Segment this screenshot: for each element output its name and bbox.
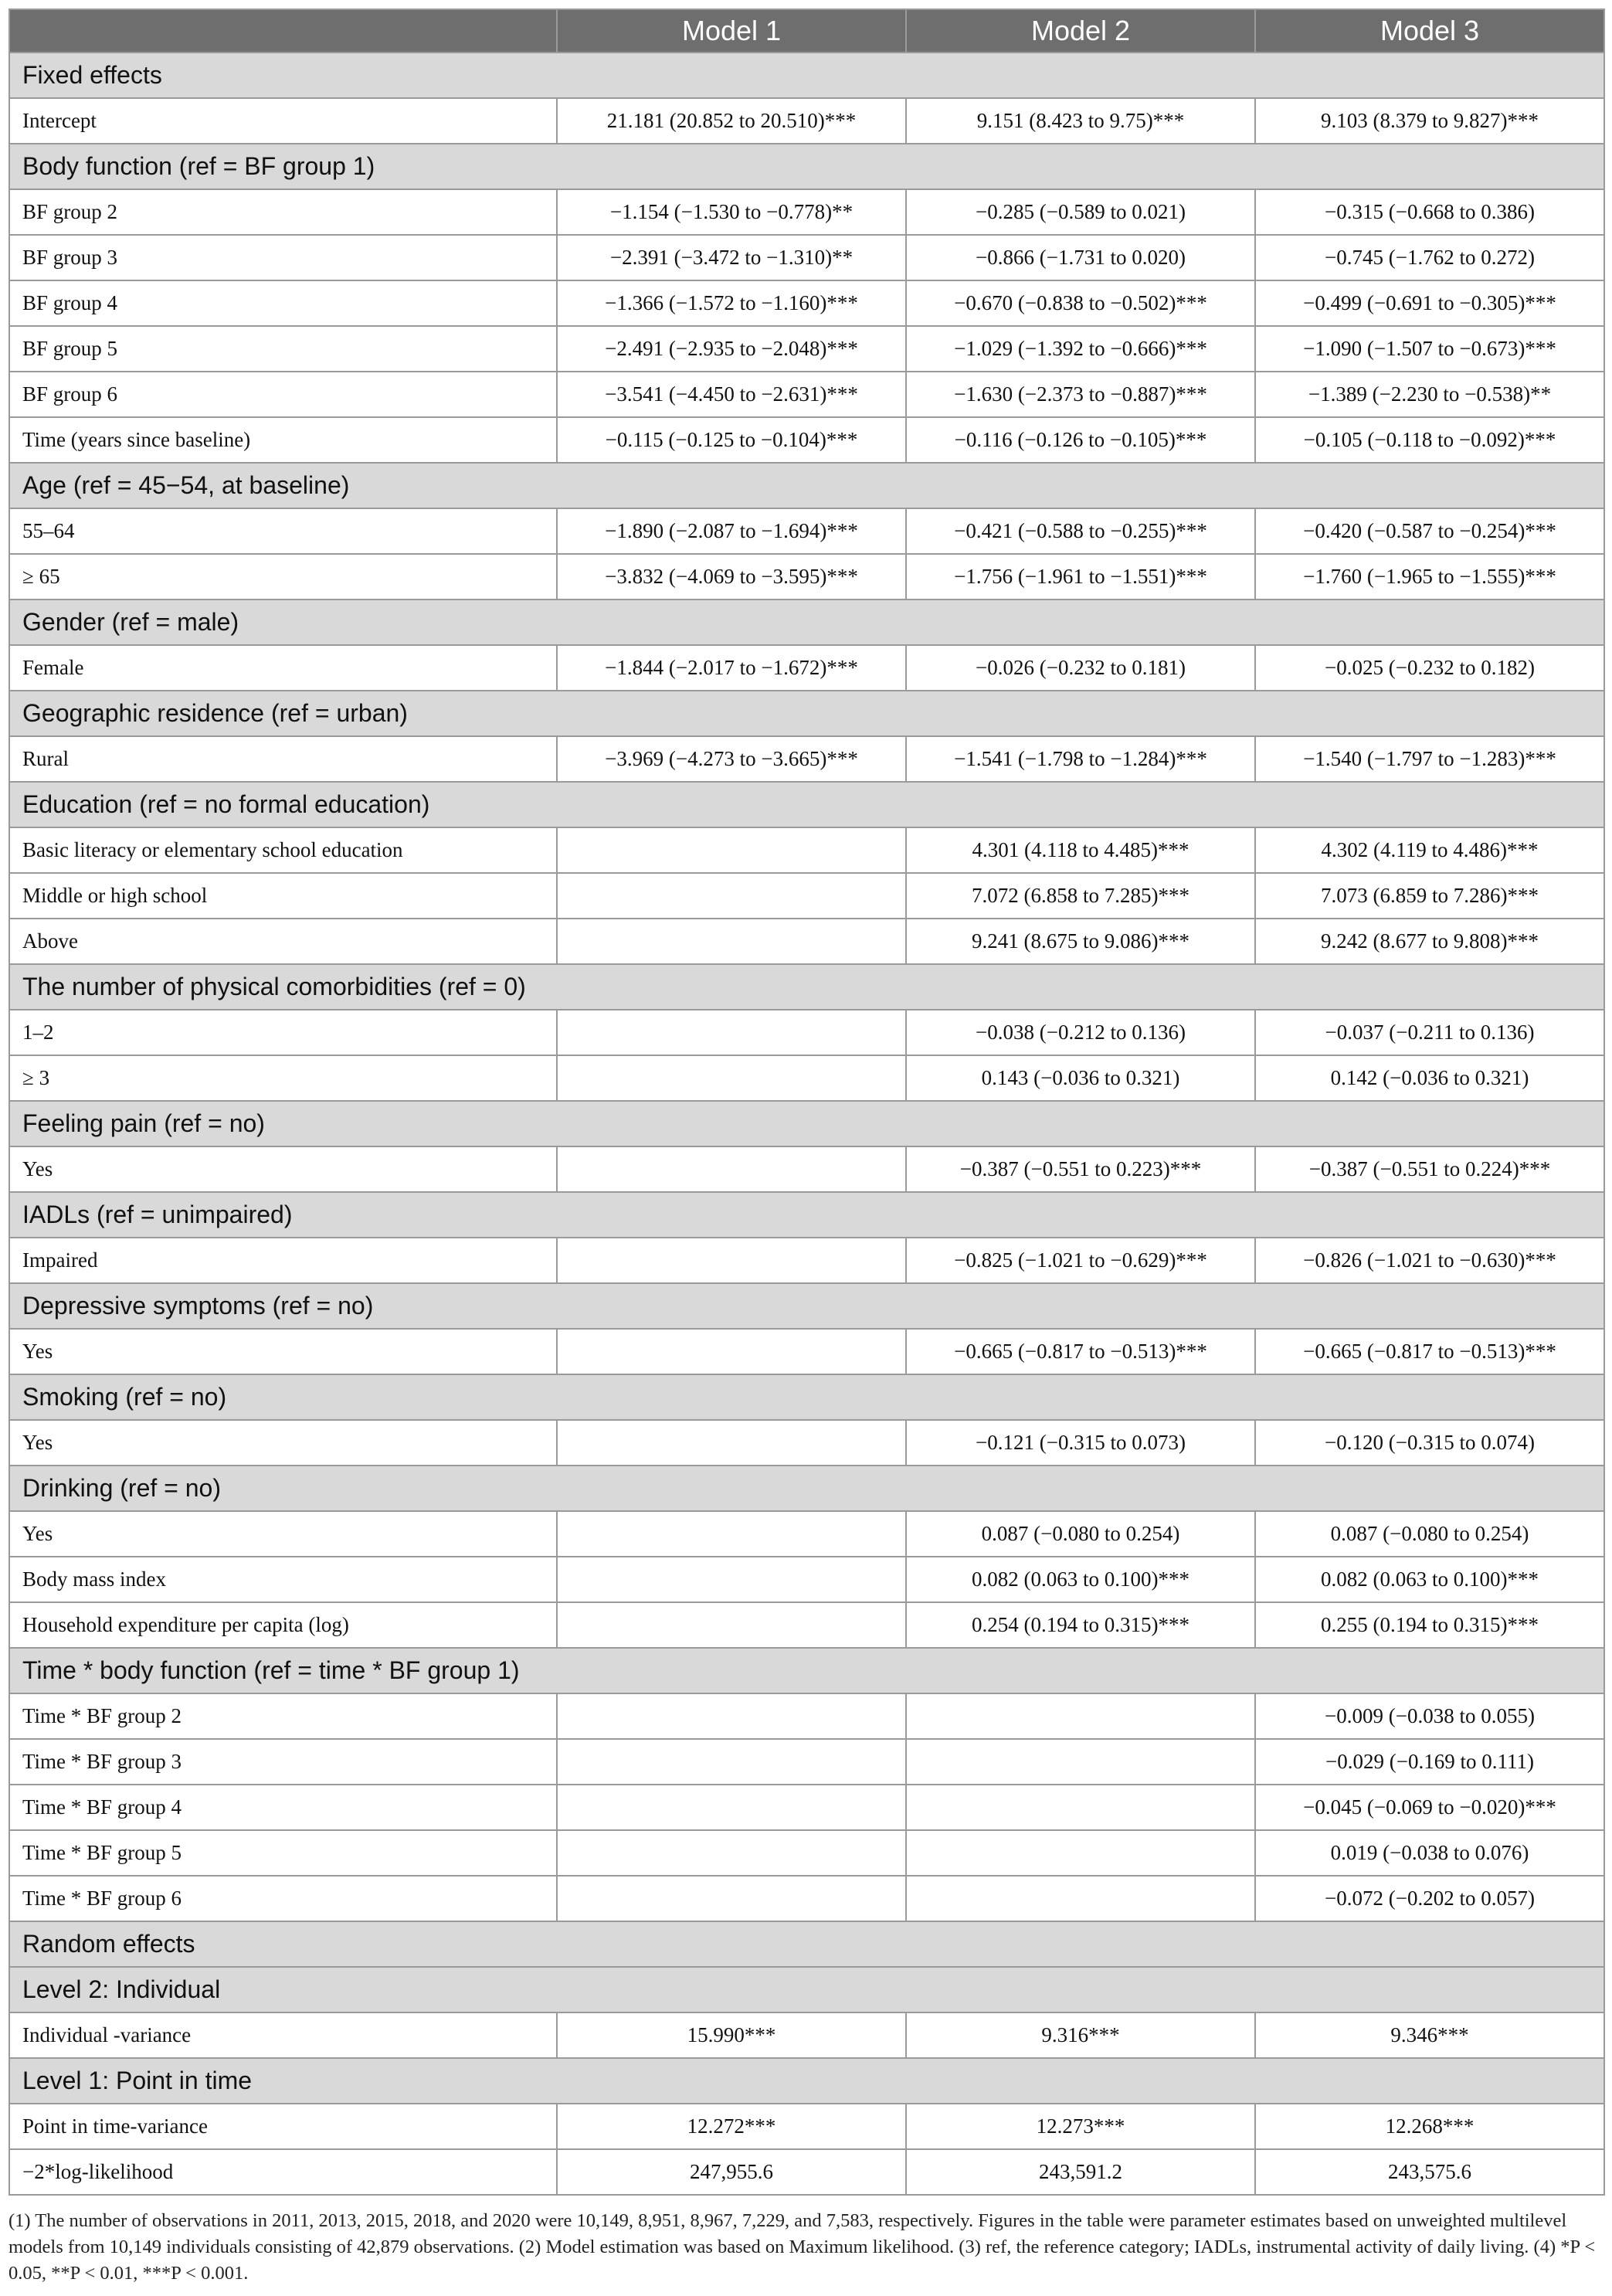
row-label: Yes <box>9 1146 557 1192</box>
header-model-1: Model 1 <box>557 9 906 53</box>
cell-model-3: −0.499 (−0.691 to −0.305)*** <box>1255 280 1604 326</box>
cell-model-1 <box>557 1146 906 1192</box>
table-row <box>9 1329 1604 1374</box>
row-label: Time * BF group 5 <box>9 1830 557 1876</box>
table-row <box>9 827 1604 873</box>
cell-model-2: −0.825 (−1.021 to −0.629)*** <box>906 1238 1255 1283</box>
row-label: BF group 4 <box>9 280 557 326</box>
cell-model-3: 0.087 (−0.080 to 0.254) <box>1255 1511 1604 1557</box>
table-row <box>9 2149 1604 2195</box>
cell-model-2: −0.038 (−0.212 to 0.136) <box>906 1010 1255 1055</box>
table-row <box>9 1055 1604 1101</box>
section-header-row <box>9 1192 1604 1238</box>
cell-model-1 <box>557 1785 906 1830</box>
cell-model-3: −0.029 (−0.169 to 0.111) <box>1255 1739 1604 1785</box>
header-corner <box>9 9 557 53</box>
section-header-row <box>9 1921 1604 1967</box>
cell-model-1: −2.391 (−3.472 to −1.310)** <box>557 235 906 280</box>
table-row <box>9 280 1604 326</box>
cell-model-1 <box>557 1557 906 1602</box>
cell-model-2 <box>906 1739 1255 1785</box>
section-header-row <box>9 144 1604 189</box>
table-row <box>9 1238 1604 1283</box>
row-label: Time * BF group 4 <box>9 1785 557 1830</box>
section-label: Drinking (ref = no) <box>9 1466 1604 1511</box>
cell-model-3: −0.009 (−0.038 to 0.055) <box>1255 1693 1604 1739</box>
section-label: Level 1: Point in time <box>9 2058 1604 2104</box>
cell-model-2: −0.116 (−0.126 to −0.105)*** <box>906 417 1255 463</box>
cell-model-3: −0.037 (−0.211 to 0.136) <box>1255 1010 1604 1055</box>
section-header-row <box>9 1466 1604 1511</box>
cell-model-2: 243,591.2 <box>906 2149 1255 2195</box>
row-label: Individual -variance <box>9 2012 557 2058</box>
table-row <box>9 235 1604 280</box>
cell-model-2 <box>906 1693 1255 1739</box>
row-label: Yes <box>9 1420 557 1466</box>
cell-model-1 <box>557 1739 906 1785</box>
row-label: Basic literacy or elementary school education <box>9 827 557 873</box>
cell-model-2: 7.072 (6.858 to 7.285)*** <box>906 873 1255 919</box>
row-label: Time (years since baseline) <box>9 417 557 463</box>
cell-model-1: −1.154 (−1.530 to −0.778)** <box>557 189 906 235</box>
table-row <box>9 645 1604 691</box>
cell-model-3: −0.420 (−0.587 to −0.254)*** <box>1255 508 1604 554</box>
table-row <box>9 2012 1604 2058</box>
cell-model-2: −1.541 (−1.798 to −1.284)*** <box>906 736 1255 782</box>
row-label: Impaired <box>9 1238 557 1283</box>
cell-model-2: 0.143 (−0.036 to 0.321) <box>906 1055 1255 1101</box>
table-row <box>9 554 1604 599</box>
cell-model-3: 9.242 (8.677 to 9.808)*** <box>1255 919 1604 964</box>
row-label: Middle or high school <box>9 873 557 919</box>
table-row <box>9 508 1604 554</box>
table-body <box>9 53 1604 2195</box>
cell-model-2: −0.670 (−0.838 to −0.502)*** <box>906 280 1255 326</box>
row-label: Time * BF group 3 <box>9 1739 557 1785</box>
row-label: BF group 6 <box>9 372 557 417</box>
cell-model-2 <box>906 1830 1255 1876</box>
cell-model-1 <box>557 1876 906 1921</box>
cell-model-2: −0.387 (−0.551 to 0.223)*** <box>906 1146 1255 1192</box>
cell-model-3: 0.142 (−0.036 to 0.321) <box>1255 1055 1604 1101</box>
cell-model-2: 0.254 (0.194 to 0.315)*** <box>906 1602 1255 1648</box>
row-label: BF group 3 <box>9 235 557 280</box>
cell-model-3: −0.105 (−0.118 to −0.092)*** <box>1255 417 1604 463</box>
row-label: BF group 5 <box>9 326 557 372</box>
section-header-row <box>9 691 1604 736</box>
table-row <box>9 1146 1604 1192</box>
table-row <box>9 1420 1604 1466</box>
cell-model-1 <box>557 827 906 873</box>
row-label: 1–2 <box>9 1010 557 1055</box>
cell-model-2: −0.026 (−0.232 to 0.181) <box>906 645 1255 691</box>
cell-model-1 <box>557 1693 906 1739</box>
row-label: Yes <box>9 1511 557 1557</box>
row-label: ≥ 3 <box>9 1055 557 1101</box>
section-header-row <box>9 782 1604 827</box>
cell-model-1: 15.990*** <box>557 2012 906 2058</box>
section-label: Depressive symptoms (ref = no) <box>9 1283 1604 1329</box>
cell-model-3: −1.540 (−1.797 to −1.283)*** <box>1255 736 1604 782</box>
row-label: Time * BF group 6 <box>9 1876 557 1921</box>
cell-model-3: −0.665 (−0.817 to −0.513)*** <box>1255 1329 1604 1374</box>
table-row <box>9 2104 1604 2149</box>
regression-table <box>8 8 1605 2196</box>
row-label: Time * BF group 2 <box>9 1693 557 1739</box>
table-row <box>9 1511 1604 1557</box>
cell-model-1: 12.272*** <box>557 2104 906 2149</box>
row-label: Rural <box>9 736 557 782</box>
row-label: −2*log-likelihood <box>9 2149 557 2195</box>
cell-model-1: −2.491 (−2.935 to −2.048)*** <box>557 326 906 372</box>
table-row <box>9 1693 1604 1739</box>
row-label: BF group 2 <box>9 189 557 235</box>
table-row <box>9 1557 1604 1602</box>
header-model-2: Model 2 <box>906 9 1255 53</box>
cell-model-3: 9.346*** <box>1255 2012 1604 2058</box>
table-row <box>9 98 1604 144</box>
cell-model-3: −0.826 (−1.021 to −0.630)*** <box>1255 1238 1604 1283</box>
cell-model-3: 0.019 (−0.038 to 0.076) <box>1255 1830 1604 1876</box>
table-row <box>9 326 1604 372</box>
cell-model-1 <box>557 919 906 964</box>
cell-model-3: −1.760 (−1.965 to −1.555)*** <box>1255 554 1604 599</box>
table-row <box>9 1785 1604 1830</box>
cell-model-3: 7.073 (6.859 to 7.286)*** <box>1255 873 1604 919</box>
section-label: Fixed effects <box>9 53 1604 98</box>
table-row <box>9 736 1604 782</box>
cell-model-3: −0.387 (−0.551 to 0.224)*** <box>1255 1146 1604 1192</box>
cell-model-3: −0.045 (−0.069 to −0.020)*** <box>1255 1785 1604 1830</box>
row-label: Above <box>9 919 557 964</box>
cell-model-3: −0.120 (−0.315 to 0.074) <box>1255 1420 1604 1466</box>
cell-model-2 <box>906 1785 1255 1830</box>
table-footnote: (1) The number of observations in 2011, 2013, 2015, 2018, and 2020 were 10,149, 8,951, 8,967, 7,229, and 7,583, respectively. Figures in the table were parameter estimates based on unweighted multilevel models from 10,149 individuals consisting of 42,879 observations. (2) Model estimation was based on Maximum likelihood. (3) ref, the reference category; IADLs, instrumental activity of daily living. (4) *P < 0.05, **P < 0.01, ***P < 0.001. <box>8 2210 1596 2284</box>
cell-model-2: 9.316*** <box>906 2012 1255 2058</box>
cell-model-3: 0.082 (0.063 to 0.100)*** <box>1255 1557 1604 1602</box>
section-label: Level 2: Individual <box>9 1967 1604 2012</box>
section-header-row <box>9 1967 1604 2012</box>
cell-model-2: −0.665 (−0.817 to −0.513)*** <box>906 1329 1255 1374</box>
cell-model-1 <box>557 1010 906 1055</box>
cell-model-3: −1.389 (−2.230 to −0.538)** <box>1255 372 1604 417</box>
cell-model-3: −0.072 (−0.202 to 0.057) <box>1255 1876 1604 1921</box>
cell-model-2: −0.121 (−0.315 to 0.073) <box>906 1420 1255 1466</box>
section-header-row <box>9 53 1604 98</box>
section-label: Random effects <box>9 1921 1604 1967</box>
cell-model-3: −0.315 (−0.668 to 0.386) <box>1255 189 1604 235</box>
cell-model-1: 21.181 (20.852 to 20.510)*** <box>557 98 906 144</box>
cell-model-1 <box>557 873 906 919</box>
cell-model-3: 243,575.6 <box>1255 2149 1604 2195</box>
cell-model-1 <box>557 1602 906 1648</box>
cell-model-2: −1.630 (−2.373 to −0.887)*** <box>906 372 1255 417</box>
section-label: Gender (ref = male) <box>9 599 1604 645</box>
section-header-row <box>9 964 1604 1010</box>
section-label: Body function (ref = BF group 1) <box>9 144 1604 189</box>
cell-model-2: −0.285 (−0.589 to 0.021) <box>906 189 1255 235</box>
cell-model-3: 0.255 (0.194 to 0.315)*** <box>1255 1602 1604 1648</box>
cell-model-3: 12.268*** <box>1255 2104 1604 2149</box>
regression-table-container <box>8 8 1604 2196</box>
table-row <box>9 1876 1604 1921</box>
cell-model-2: 12.273*** <box>906 2104 1255 2149</box>
section-header-row <box>9 1648 1604 1693</box>
section-header-row <box>9 1283 1604 1329</box>
cell-model-1 <box>557 1420 906 1466</box>
cell-model-1: 247,955.6 <box>557 2149 906 2195</box>
cell-model-1 <box>557 1238 906 1283</box>
cell-model-3: 9.103 (8.379 to 9.827)*** <box>1255 98 1604 144</box>
cell-model-2: 0.082 (0.063 to 0.100)*** <box>906 1557 1255 1602</box>
cell-model-1 <box>557 1329 906 1374</box>
cell-model-2: −1.029 (−1.392 to −0.666)*** <box>906 326 1255 372</box>
table-row <box>9 189 1604 235</box>
section-header-row <box>9 1374 1604 1420</box>
section-label: Feeling pain (ref = no) <box>9 1101 1604 1146</box>
cell-model-1 <box>557 1511 906 1557</box>
section-label: Smoking (ref = no) <box>9 1374 1604 1420</box>
row-label: Body mass index <box>9 1557 557 1602</box>
row-label: Intercept <box>9 98 557 144</box>
cell-model-1: −3.832 (−4.069 to −3.595)*** <box>557 554 906 599</box>
cell-model-1: −3.541 (−4.450 to −2.631)*** <box>557 372 906 417</box>
cell-model-1 <box>557 1055 906 1101</box>
section-label: Geographic residence (ref = urban) <box>9 691 1604 736</box>
row-label: ≥ 65 <box>9 554 557 599</box>
cell-model-2: 4.301 (4.118 to 4.485)*** <box>906 827 1255 873</box>
section-label: Age (ref = 45−54, at baseline) <box>9 463 1604 508</box>
section-header-row <box>9 599 1604 645</box>
cell-model-1: −3.969 (−4.273 to −3.665)*** <box>557 736 906 782</box>
table-row <box>9 1739 1604 1785</box>
cell-model-2 <box>906 1876 1255 1921</box>
cell-model-1: −1.366 (−1.572 to −1.160)*** <box>557 280 906 326</box>
cell-model-3: −0.025 (−0.232 to 0.182) <box>1255 645 1604 691</box>
section-header-row <box>9 2058 1604 2104</box>
cell-model-2: 9.241 (8.675 to 9.086)*** <box>906 919 1255 964</box>
row-label: 55–64 <box>9 508 557 554</box>
cell-model-1 <box>557 1830 906 1876</box>
table-row <box>9 417 1604 463</box>
table-row <box>9 372 1604 417</box>
cell-model-3: −0.745 (−1.762 to 0.272) <box>1255 235 1604 280</box>
cell-model-2: 9.151 (8.423 to 9.75)*** <box>906 98 1255 144</box>
cell-model-2: −0.421 (−0.588 to −0.255)*** <box>906 508 1255 554</box>
cell-model-3: 4.302 (4.119 to 4.486)*** <box>1255 827 1604 873</box>
header-model-3: Model 3 <box>1255 9 1604 53</box>
section-header-row <box>9 463 1604 508</box>
table-row <box>9 1602 1604 1648</box>
table-row <box>9 1830 1604 1876</box>
section-label: The number of physical comorbidities (ref = 0) <box>9 964 1604 1010</box>
cell-model-1: −1.844 (−2.017 to −1.672)*** <box>557 645 906 691</box>
section-label: IADLs (ref = unimpaired) <box>9 1192 1604 1238</box>
row-label: Point in time-variance <box>9 2104 557 2149</box>
section-label: Time * body function (ref = time * BF group 1) <box>9 1648 1604 1693</box>
header-row <box>9 9 1604 53</box>
table-row <box>9 1010 1604 1055</box>
cell-model-2: 0.087 (−0.080 to 0.254) <box>906 1511 1255 1557</box>
cell-model-2: −1.756 (−1.961 to −1.551)*** <box>906 554 1255 599</box>
cell-model-1: −0.115 (−0.125 to −0.104)*** <box>557 417 906 463</box>
cell-model-1: −1.890 (−2.087 to −1.694)*** <box>557 508 906 554</box>
row-label: Yes <box>9 1329 557 1374</box>
cell-model-3: −1.090 (−1.507 to −0.673)*** <box>1255 326 1604 372</box>
row-label: Female <box>9 645 557 691</box>
table-row <box>9 873 1604 919</box>
section-label: Education (ref = no formal education) <box>9 782 1604 827</box>
row-label: Household expenditure per capita (log) <box>9 1602 557 1648</box>
cell-model-2: −0.866 (−1.731 to 0.020) <box>906 235 1255 280</box>
table-row <box>9 919 1604 964</box>
section-header-row <box>9 1101 1604 1146</box>
